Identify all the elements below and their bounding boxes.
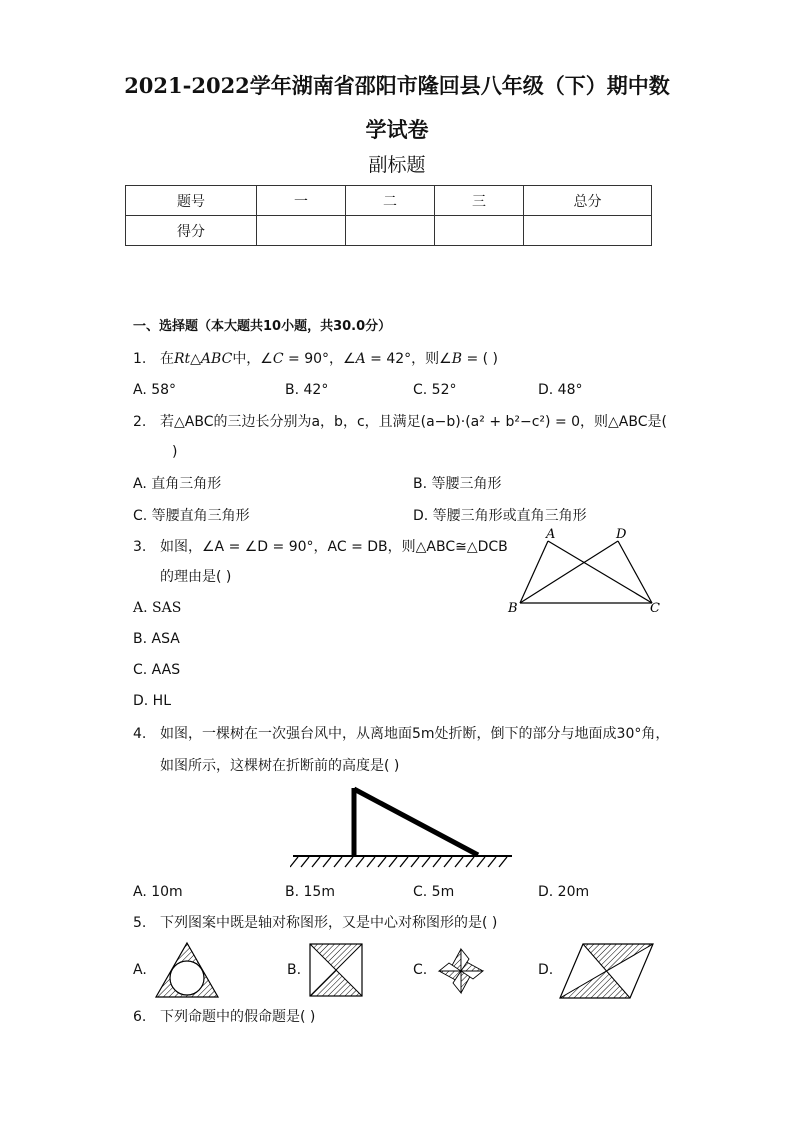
vertex-label-d: D — [616, 527, 627, 542]
page-subtitle: 副标题 — [368, 154, 426, 176]
question-number: 1. — [133, 351, 147, 367]
q1-seg: = 90°，∠ — [283, 351, 356, 367]
vertex-label-b: B — [508, 601, 518, 616]
hatch-line — [389, 857, 397, 867]
q1-seg: 在 — [160, 351, 174, 367]
question-3-text: 如图，∠A = ∠D = 90°，AC = DB，则△ABC≅△DCB — [160, 539, 508, 555]
option-a[interactable]: A. SAS — [133, 600, 182, 616]
ground-hatching — [290, 857, 507, 867]
hatch-line — [334, 857, 342, 867]
vertex-label-a: A — [546, 527, 556, 542]
score-header-cell: 一 — [257, 186, 346, 216]
option-d[interactable]: D. 48° — [538, 382, 583, 398]
q1-seg: = 42°，则∠ — [365, 351, 452, 367]
question-3-text-cont: 的理由是( ) — [160, 569, 232, 585]
hatch-line — [488, 857, 496, 867]
question-2-text: 若△ABC的三边长分别为a，b，c，且满足(a−b)·(a² + b²−c²) = 0，则△ABC是( — [160, 414, 667, 430]
vertex-label-c: C — [650, 601, 660, 616]
question-number: 3. — [133, 539, 147, 555]
score-input-cell[interactable] — [346, 216, 435, 246]
q1-seg: = ( ) — [462, 351, 499, 367]
option-a[interactable]: A. — [133, 962, 147, 978]
q1-math: C — [272, 351, 284, 367]
option-a[interactable]: A. 58° — [133, 382, 177, 398]
hatch-line — [422, 857, 430, 867]
score-input-cell[interactable] — [524, 216, 652, 246]
option-c[interactable]: C. 5m — [413, 884, 455, 900]
hatch-line — [411, 857, 419, 867]
question-2-text-cont: ) — [172, 444, 178, 460]
option-c[interactable]: C. — [413, 962, 428, 978]
hatch-line — [400, 857, 408, 867]
question-5-text: 下列图案中既是轴对称图形，又是中心对称图形的是( ) — [160, 915, 498, 931]
q1-math: A — [355, 351, 366, 367]
hatch-line — [323, 857, 331, 867]
option-b[interactable]: B. ASA — [133, 631, 180, 647]
triangle-circle-pattern — [152, 940, 222, 1000]
option-d[interactable]: D. 20m — [538, 884, 590, 900]
page-title-line2: 学试卷 — [365, 117, 429, 142]
hatch-line — [433, 857, 441, 867]
option-d[interactable]: D. — [538, 962, 554, 978]
hatch-line — [312, 857, 320, 867]
option-b[interactable]: B. — [287, 962, 302, 978]
score-header-cell: 总分 — [524, 186, 652, 216]
question-4-text-cont: 如图所示，这棵树在折断前的高度是( ) — [160, 758, 400, 774]
q1-math: B — [451, 351, 463, 367]
option-c[interactable]: C. 52° — [413, 382, 457, 398]
option-c[interactable]: C. 等腰直角三角形 — [133, 508, 250, 524]
broken-tree-figure — [290, 783, 515, 873]
hatch-line — [356, 857, 364, 867]
question-number: 6. — [133, 1009, 147, 1025]
score-table — [125, 185, 652, 246]
square-hatched-pattern — [308, 942, 364, 998]
hatch-line — [367, 857, 375, 867]
option-b[interactable]: B. 15m — [285, 884, 335, 900]
q1-seg: 中，∠ — [232, 351, 273, 367]
triangle-figure — [500, 525, 680, 620]
hatch-line — [444, 857, 452, 867]
section-heading: 一、选择题（本大题共10小题，共30.0分） — [133, 319, 392, 334]
option-b[interactable]: B. 42° — [285, 382, 329, 398]
score-header-cell: 题号 — [126, 186, 257, 216]
q1-math: Rt△ABC — [174, 351, 233, 367]
score-header-cell: 二 — [346, 186, 435, 216]
hatch-line — [378, 857, 386, 867]
option-d[interactable]: D. HL — [133, 693, 172, 709]
pinwheel-pattern — [435, 945, 487, 997]
question-4-text: 如图，一棵树在一次强台风中，从离地面5m处折断，倒下的部分与地面成30°角， — [160, 726, 670, 742]
parallelogram-pattern — [558, 940, 658, 1002]
hatch-line — [455, 857, 463, 867]
option-a[interactable]: A. 直角三角形 — [133, 476, 222, 492]
question-1-text — [160, 349, 498, 369]
question-6-text: 下列命题中的假命题是( ) — [160, 1009, 316, 1025]
score-table-score-row — [126, 216, 652, 246]
option-c[interactable]: C. AAS — [133, 662, 181, 678]
hatch-line — [477, 857, 485, 867]
hatch-line — [345, 857, 353, 867]
hatch-line — [499, 857, 507, 867]
page-title-line1: 2021-2022学年湖南省邵阳市隆回县八年级（下）期中数 — [124, 73, 670, 98]
score-input-cell[interactable] — [257, 216, 346, 246]
question-number: 2. — [133, 414, 147, 430]
hatch-line — [301, 857, 309, 867]
option-b[interactable]: B. 等腰三角形 — [413, 476, 502, 492]
option-d[interactable]: D. 等腰三角形或直角三角形 — [413, 508, 587, 524]
score-table-header-row — [126, 186, 652, 216]
question-number: 4. — [133, 726, 147, 742]
hatch-line — [466, 857, 474, 867]
question-number: 5. — [133, 915, 147, 931]
score-header-cell: 三 — [435, 186, 524, 216]
score-input-cell[interactable] — [435, 216, 524, 246]
score-row-label: 得分 — [126, 216, 257, 246]
hatch-line — [290, 857, 298, 867]
option-a[interactable]: A. 10m — [133, 884, 183, 900]
